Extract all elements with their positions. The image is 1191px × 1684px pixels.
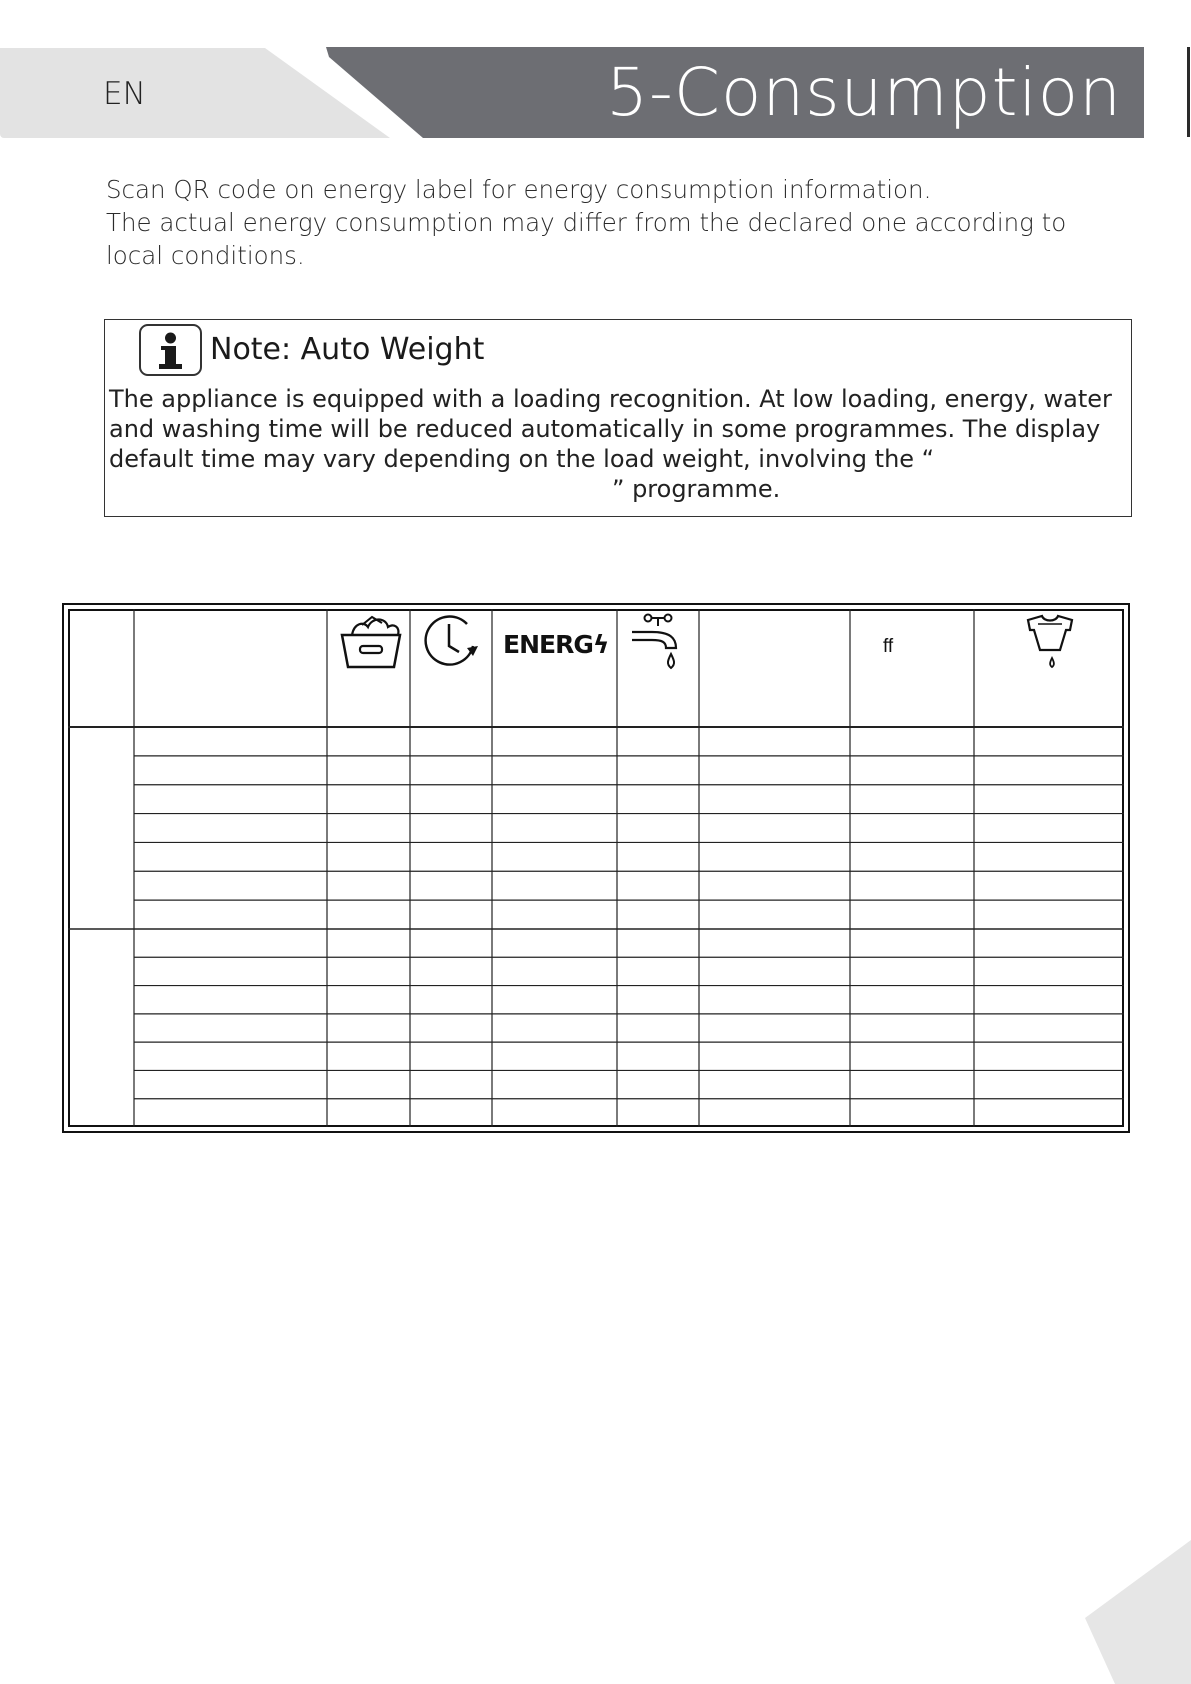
note-body-end: ” programme. xyxy=(612,475,781,503)
intro-line-2: The actual energy consumption may differ from the declared one according to local conditions. xyxy=(106,208,1067,270)
energy-label-text: ENERG xyxy=(503,630,593,659)
ff-label: ff xyxy=(883,636,894,657)
language-code: EN xyxy=(103,76,146,112)
page-corner-fold xyxy=(1085,1540,1191,1684)
note-body xyxy=(109,384,1129,504)
intro-line-1: Scan QR code on energy label for energy consumption information. xyxy=(106,175,932,204)
energy-bolt-icon: ϟ xyxy=(592,630,609,659)
clock-icon xyxy=(421,612,481,676)
laundry-basket-icon xyxy=(338,613,404,673)
note-body-main: The appliance is equipped with a loading recognition. At low loading, energy, water and washing time will be reduced automatically in some programmes. The display default time may vary depending on the load weight, involving the “ xyxy=(109,385,1112,473)
shirt-drip-icon xyxy=(1022,614,1078,674)
info-icon xyxy=(139,324,202,376)
consumption-table xyxy=(62,603,1130,1133)
edge-marker xyxy=(1187,47,1190,137)
energy-label xyxy=(503,630,608,659)
table-inner-border xyxy=(68,609,1124,1127)
water-tap-icon xyxy=(630,612,686,676)
note-box xyxy=(104,319,1132,517)
intro-text xyxy=(106,173,1106,272)
header-light-band xyxy=(0,48,390,138)
note-title: Note: Auto Weight xyxy=(210,332,485,367)
page-title: 5-Consumption xyxy=(606,54,1122,131)
